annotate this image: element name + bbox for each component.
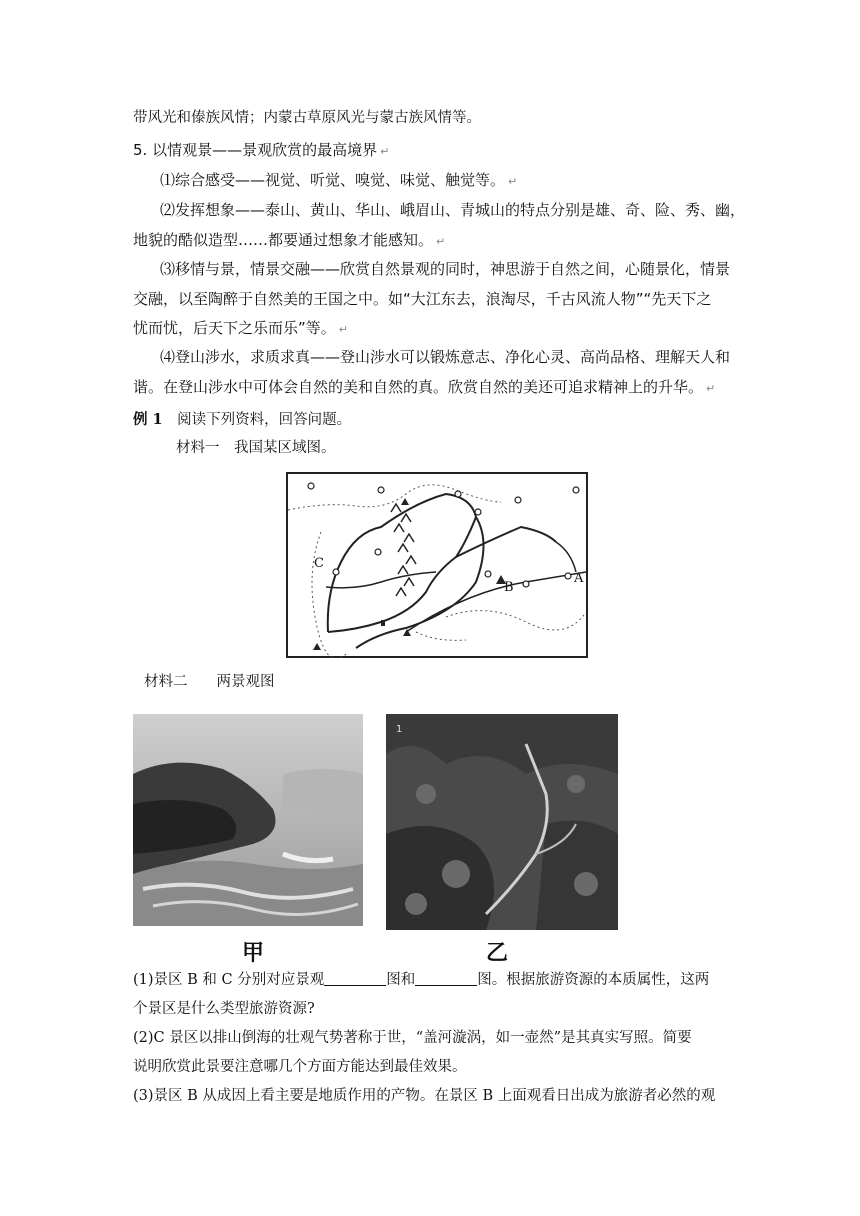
return-mark: ↵ — [338, 323, 348, 336]
material-2-label: 材料二 两景观图 — [144, 674, 275, 690]
text-line-5 — [133, 230, 445, 252]
return-mark: ↵ — [436, 235, 446, 248]
answer-blank-c[interactable] — [415, 971, 477, 986]
example-line — [133, 410, 351, 430]
question-1-cont: 个景区是什么类型旅游资源? — [133, 1001, 315, 1017]
map-label-c: C — [314, 556, 324, 571]
caption-jia: 甲 — [242, 941, 265, 966]
caption-yi: 乙 — [486, 941, 509, 966]
svg-text:1: 1 — [396, 724, 403, 735]
text-line-6: ⑶移情与景，情景交融——欣赏自然景观的同时，神思游于自然之间，心随景化，情景 — [160, 260, 731, 278]
text-line-4: ⑵发挥想象——泰山、黄山、华山、峨眉山、青城山的特点分别是雄、奇、险、秀、幽， — [160, 201, 746, 219]
answer-blank-b[interactable] — [324, 971, 386, 986]
q1-part-a: (1)景区 B 和 C 分别对应景观 — [133, 972, 325, 988]
text-line-7: 交融，以至陶醉于自然美的王国之中。如“大江东去，浪淘尽，千古风流人物”“先天下之 — [133, 290, 712, 308]
question-1 — [133, 970, 709, 990]
question-3: (3)景区 B 从成因上看主要是地质作用的产物。在景区 B 上面观看日出成为旅游者必然的观 — [133, 1088, 716, 1104]
return-mark: ↵ — [380, 145, 390, 158]
section-heading — [133, 140, 389, 162]
text-line-8 — [133, 318, 348, 340]
example-label: 例 1 — [133, 411, 163, 428]
item-3-cont: 忧而忧，后天下之乐而乐”等。 — [133, 319, 336, 337]
item-2-cont: 地貌的酷似造型……都要通过想象才能感知。 — [133, 231, 434, 249]
text-line-1: 带风光和傣族风情；内蒙古草原风光与蒙古族风情等。 — [133, 110, 481, 126]
section-heading-text: 5. 以情观景——景观欣赏的最高境界 — [133, 141, 378, 159]
q1-part-c: 图。根据旅游资源的本质属性，这两 — [477, 972, 710, 988]
q1-part-b: 图和 — [386, 972, 416, 988]
item-1-text: ⑴综合感受——视觉、听觉、嗅觉、味觉、触觉等。 — [160, 171, 506, 189]
mountain-photo — [386, 714, 618, 930]
photo-yi — [386, 714, 618, 934]
waterfall-photo — [133, 714, 363, 926]
material-1-label: 材料一 我国某区域图。 — [176, 440, 336, 456]
region-map — [286, 472, 588, 662]
text-line-9: ⑷登山涉水，求质求真——登山涉水可以锻炼意志、净化心灵、高尚品格、理解天人和 — [160, 348, 731, 366]
item-4-cont: 谐。在登山涉水中可体会自然的美和自然的真。欣赏自然的美还可追求精神上的升华。 — [133, 378, 704, 396]
question-2: (2)C 景区以排山倒海的壮观气势著称于世，“盖河漩涡，如一壶然”是其真实写照。简要 — [133, 1030, 692, 1046]
text-line-10 — [133, 377, 715, 399]
map-label-a: A — [574, 571, 584, 586]
text-line-3 — [160, 170, 517, 192]
example-prompt: 阅读下列资料，回答问题。 — [177, 412, 352, 428]
return-mark: ↵ — [508, 175, 518, 188]
map-label-b: B — [504, 580, 514, 595]
photo-jia — [133, 714, 363, 930]
region-map-svg — [286, 472, 588, 658]
return-mark: ↵ — [706, 382, 716, 395]
question-2-cont: 说明欣赏此景要注意哪几个方面方能达到最佳效果。 — [133, 1059, 467, 1075]
